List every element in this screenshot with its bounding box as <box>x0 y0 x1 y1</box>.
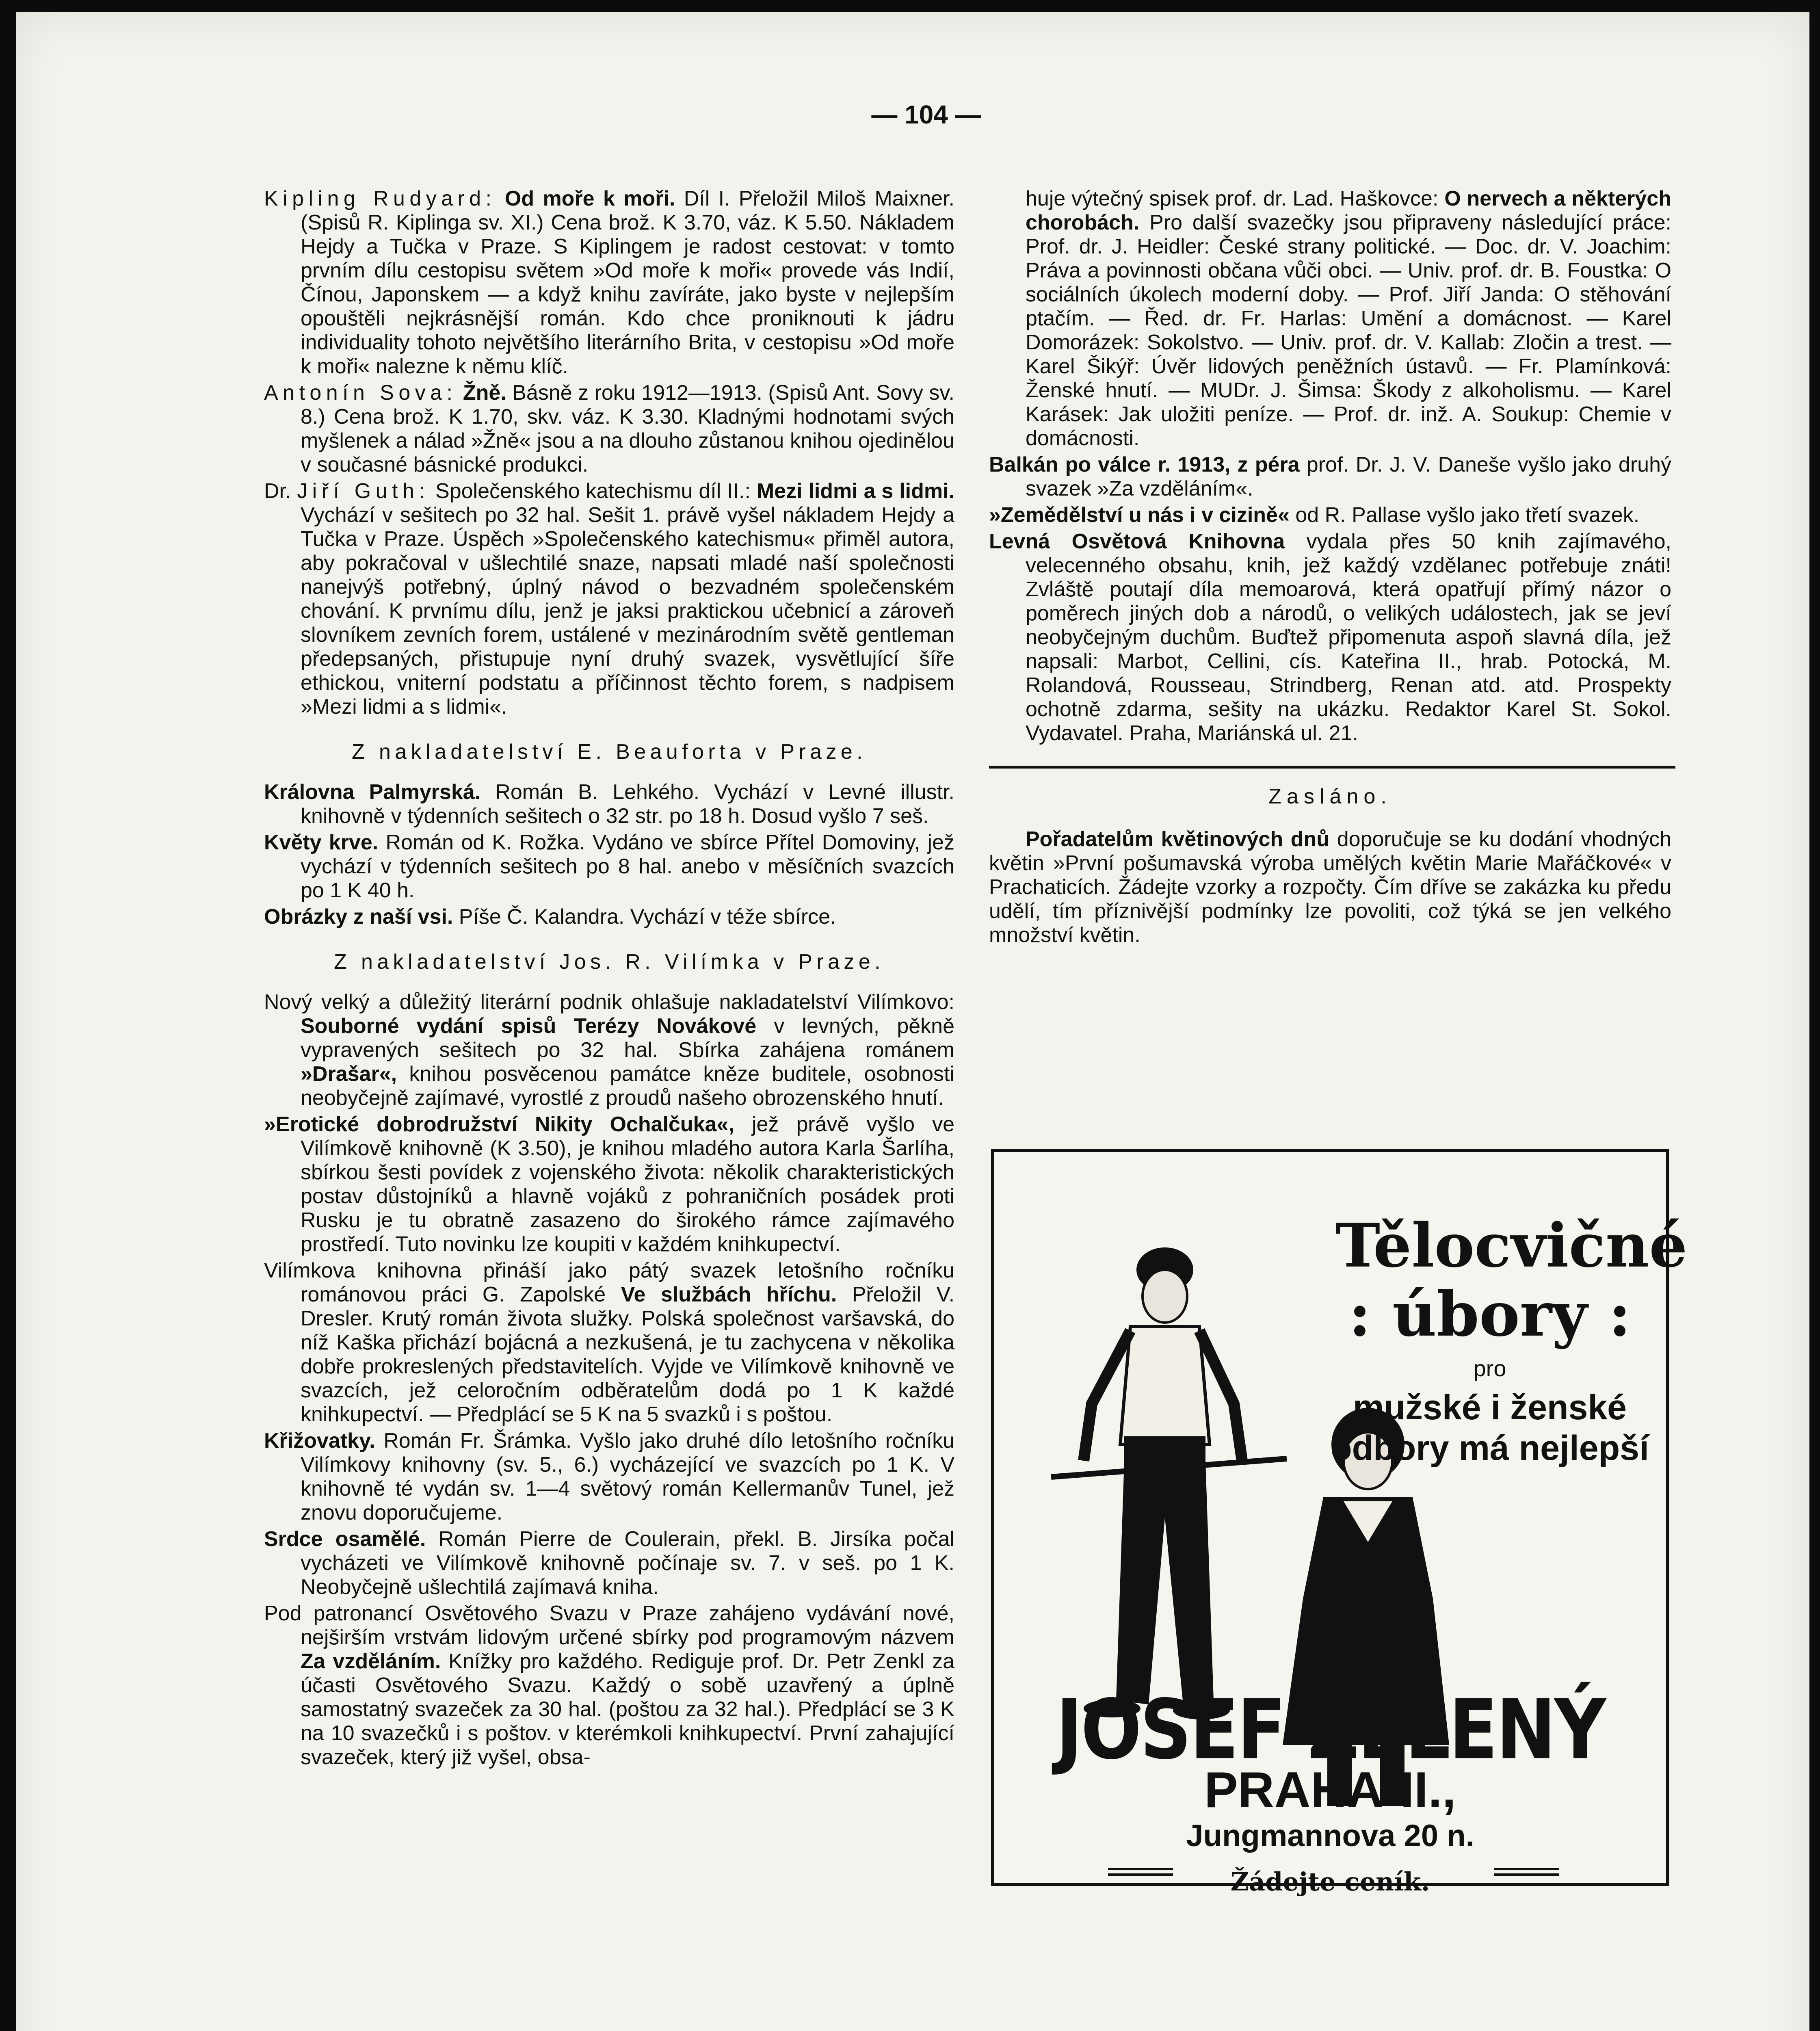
entry-title: Královna Palmyrská. <box>264 780 481 804</box>
section-divider <box>989 766 1675 769</box>
male-gymnast-figure <box>1051 1247 1287 1719</box>
entry-title: »Erotické dobrodružství Nikity Ochalčuka«, <box>264 1113 734 1136</box>
entry-title: Křižovatky. <box>264 1429 375 1453</box>
ad-cta: Žádejte ceník. <box>1230 1867 1430 1897</box>
entry-author-prefix: Dr. <box>264 479 291 503</box>
entry-zapolska <box>264 1259 954 1427</box>
ad-title-line-1: Tělocvičné <box>1335 1210 1688 1281</box>
entry-title: »Zemědělství u nás i v cizině« <box>989 503 1290 527</box>
entry-title: Srdce osamělé. <box>264 1527 426 1551</box>
entry-pre: Vilímkova knihovna přináší jako pátý svazek letošního ročníku románovou práci G. Zapolské <box>264 1259 954 1306</box>
entry-body: Básně z roku 1912—1913. (Spisů Ant. Sovy sv. 8.) Cena brož. K 1.70, skv. váz. K 3.30. Kladnými hodnotami svých myšlenek a nálad »Žně« jsou a na dlouho zůstanou knihou ojedinělou v současné básnické produkci. <box>301 381 954 476</box>
entry-body: od R. Pallase vyšlo jako třetí svazek. <box>1295 503 1640 527</box>
entry-title: Souborné vydání spisů Terézy Novákové <box>301 1014 757 1038</box>
entry-author: Kipling Rudyard: <box>264 187 496 210</box>
entry-body: Román Fr. Šrámka. Vyšlo jako druhé dílo letošního ročníku Vilímkovy knihovny (sv. 5., 6.) vycházející ve svazcích po 1 K. V knihovně té vydán sv. 1—4 světový román Kellermanův Tunel, jež znovu doporučujeme. <box>301 1429 954 1524</box>
entry-mid: v levných, pěkně vypravených sešitech po 32 hal. Sbírka zahájena románem <box>301 1014 954 1062</box>
entry-kipling <box>264 187 954 379</box>
zaslano-notice <box>989 827 1671 947</box>
entry-title: Žně. <box>463 381 506 405</box>
entry-title: Balkán po válce r. 1913, z péra <box>989 453 1300 476</box>
entry-title-2: »Drašar«, <box>301 1062 397 1086</box>
ad-company-name: JOSEF ZELENÝ <box>1056 1682 1605 1778</box>
entry-title: Od moře k moři. <box>504 187 675 210</box>
entry-body: Píše Č. Kalandra. Vychází v téže sbírce. <box>459 905 836 929</box>
entry-author: Jiří Guth: <box>297 479 430 503</box>
ad-bratr: bratr <box>1368 1656 1433 1688</box>
zaslano-text: doporučuje se ku dodání vhodných květin »První pošumavská výroba umělých květin Marie Mařáčkové« v Prachaticích. Žádejte vzorky a rozpočty. Čím dříve se zakázka ku předu udělí, tím příznivější podmínky lze povoliti, což týká se jen velkého množství květin. <box>989 827 1671 947</box>
right-column <box>989 187 1671 947</box>
entry-body: Román Pierre de Coulerain, překl. B. Jirsíka počal vycházeti ve Vilímkově knihovně počínaje sv. 7. v seš. po 1 K. Neobyčejně ušlechtilá zajímavá kniha. <box>301 1527 955 1599</box>
entry-osvetovy-svaz <box>264 1602 954 1769</box>
entry-body: Román B. Lehkého. Vychází v Levné illustr. knihovně v týdenních sešitech o 32 str. po 18 h. Dosud vyšlo 7 seš. <box>301 780 954 828</box>
entry-title: O nervech a některých chorobách. <box>1026 187 1671 234</box>
entry-balkan <box>989 453 1671 501</box>
ad-street: Jungmannova 20 n. <box>1186 1819 1474 1853</box>
newspaper-page <box>16 12 1809 2031</box>
entry-body: Román od K. Rožka. Vydáno ve sbírce Přítel Domoviny, jež vychází v týdenních sešitech po 8 hal. anebo v měsíčních svazcích po 1 K 40 h. <box>301 831 955 902</box>
entry-kvety-krve <box>264 831 954 903</box>
entry-body: vydala přes 50 knih zajímavého, velecenného obsahu, knih, jež každý vzdělanec potřebuje znáti! Zvláště poutají díla memoarová, která opatřují přímý názor o poměrech jiných dob a národů, o velikých událostech, jak se jeví neobyčejným duchům. Buďtež připomenuta aspoň slavná díla, jež napsali: Marbot, Cellini, cís. Kateřina II., hrab. Potocká, M. Rolandová, Rousseau, Strindberg, Renan atd. atd. Prospekty ochotně zdarma, sešity na ukázku. Redaktor Karel St. Sokol. Vydavatel. Praha, Mariánská ul. 21. <box>1026 530 1671 745</box>
entry-title: Mezi lidmi a s lidmi. <box>756 479 955 503</box>
entry-levna-knihovna <box>989 530 1671 745</box>
entry-krizovatky <box>264 1429 954 1525</box>
entry-body: Knížky pro každého. Rediguje prof. Dr. Petr Zenkl za účasti Osvětového Svazu. Každý o sobě uzavřený a úplně samostatný svazeček za 30 hal. (poštou za 32 hal.). Předplácí se 3 K na 10 svazečků i s poštov. v kterémkoli knihkupectví. První zahajující svazeček, který již vyšel, obsa- <box>301 1650 955 1769</box>
heading-beaufort: Z nakladatelství E. Beauforta v Praze. <box>351 740 867 764</box>
entry-pre: huje výtečný spisek prof. dr. Lad. Haškovce: <box>1026 187 1439 210</box>
entry-srdce-osamele <box>264 1527 954 1599</box>
entry-guth <box>264 479 954 719</box>
ad-line-2: odbory má nejlepší <box>1331 1429 1649 1468</box>
ad-city: PRAHA-II., <box>1204 1762 1456 1818</box>
entry-novakova <box>264 990 954 1110</box>
entry-continuation <box>989 187 1671 450</box>
entry-pre: Pod patronancí Osvětového Svazu v Praze zahájeno vydávání nové, nejširším vrstvám lidovým určené sbírky pod programovým názvem <box>264 1602 954 1649</box>
entry-title: Obrázky z naší vsi. <box>264 905 453 929</box>
entry-body: knihou posvěcenou památce kněze buditele, osobnosti neobyčejně zajímavé, vyrostlé z proudů našeho obrozenského hnutí. <box>301 1062 954 1110</box>
entry-title: Levná Osvětová Knihovna <box>989 530 1285 553</box>
entry-title: Ve službách hříchu. <box>621 1283 837 1306</box>
ad-pro: pro <box>1473 1355 1506 1381</box>
entry-obrazky <box>264 905 954 929</box>
entry-zemedelstvi <box>989 503 1671 527</box>
entry-ochalcuka <box>264 1113 954 1256</box>
ad-line-1: mužské i ženské <box>1353 1388 1627 1427</box>
entry-body: prof. Dr. J. V. Daneše vyšlo jako druhý svazek »Za vzděláním«. <box>1026 453 1671 500</box>
left-column <box>264 187 954 1772</box>
ad-title-line-2: : úbory : <box>1348 1279 1631 1350</box>
advertisement <box>991 1149 1688 1897</box>
zaslano-heading: Zasláno. <box>1268 785 1392 808</box>
page-number: — 104 — <box>871 100 981 129</box>
entry-palmyrska <box>264 780 954 828</box>
entry-body: jež právě vyšlo ve Vilímkově knihovně (K 3.50), je knihou mladého autora Karla Šarlíha, sbírkou šesti povídek z vojenského života: několik charakteristických postav důstojníků a hlavně vojáků z pohraničních posádek proti Rusku je tu obratně zasazeno do širokého rámce zajímavého prostředí. Tuto novinku lze koupiti v každém knihkupectví. <box>301 1113 954 1256</box>
heading-vilimek: Z nakladatelství Jos. R. Vilímka v Praze. <box>333 950 885 974</box>
entry-body: Přeložil V. Dresler. Krutý román života služky. Polská společnost varšavská, do níž Kaška přichází bojácná a nezkušená, je tu zachycena v několika dobře prokreslených představitelích. Vyjde ve Vilímkově knihovně ve svazcích, jež celoročním odběratelům dodá po 1 K každé knihkupectví. — Předplácí se 5 K na 5 svazků i s poštou. <box>301 1283 955 1426</box>
entry-title: Květy krve. <box>264 831 379 854</box>
entry-pre: Společenského katechismu díl II.: <box>435 479 751 503</box>
entry-author: Antonín Sova: <box>264 381 457 405</box>
entry-body: Díl I. Přeložil Miloš Maixner. (Spisů R. Kiplinga sv. XI.) Cena brož. K 3.70, váz. K 5.50. Nákladem Hejdy a Tučka v Praze. S Kiplingem je radost cestovat: v tomto prvním dílu cestopisu světem »Od moře k moři« provede vás Indií, Čínou, Japonskem — a když knihu zavíráte, jako byste v nejlepším opouštěli nejkrásnější román. Kdo chce proniknouti k jádru individuality tohoto největšího literárního Brita, v cestopisu »Od moře k moři« nalezne k němu klíč. <box>301 187 954 378</box>
entry-sova <box>264 381 954 477</box>
entry-body: Vychází v sešitech po 32 hal. Sešit 1. právě vyšel nákladem Hejdy a Tučka v Praze. Úspěch »Společenského katechismu« přiměl autora, aby pokračoval v ušlechtilé snaze, napsati mladé naší společnosti nanejvýš potřebný, úplný návod o bezvadném společenském chování. K prvnímu dílu, jenž je jaksi praktickou učebnicí a zároveň slovníkem zevních forem, ustálené v mezinárodním světě gentleman předepsaných, přistupuje nyní druhý svazek, vysvětlující šíře ethickou, vniterní podstatu a příčinnost těchto forem, s nadpisem »Mezi lidmi a s lidmi«. <box>301 503 954 719</box>
entry-body: Pro další svazečky jsou připraveny následující práce: Prof. dr. J. Heidler: České strany politické. — Doc. dr. V. Joachim: Práva a povinnosti občana vůči obci. — Univ. prof. dr. B. Foustka: O sociálních úkolech moderní doby. — Prof. Jiří Janda: O stěhování ptačím. — Řed. dr. Fr. Harlas: Umění a domácnost. — Karel Domorázek: Sokolstvo. — Univ. prof. dr. V. Kallab: Zločin a trest. — Karel Šikýř: Úvěr lidových peněžních ústavů. — Fr. Plamínková: Ženské hnutí. — MUDr. J. Šimsa: Škody z alkoholismu. — Karel Karásek: Jak uložiti peníze. — Prof. dr. inž. A. Soukup: Chemie v domácnosti. <box>1026 211 1671 450</box>
entry-title: Za vzděláním. <box>301 1650 441 1673</box>
zaslano-title: Pořadatelům květinových dnů <box>1026 827 1330 851</box>
entry-pre: Nový velký a důležitý literární podnik ohlašuje nakladatelství Vilímkovo: <box>264 990 954 1014</box>
